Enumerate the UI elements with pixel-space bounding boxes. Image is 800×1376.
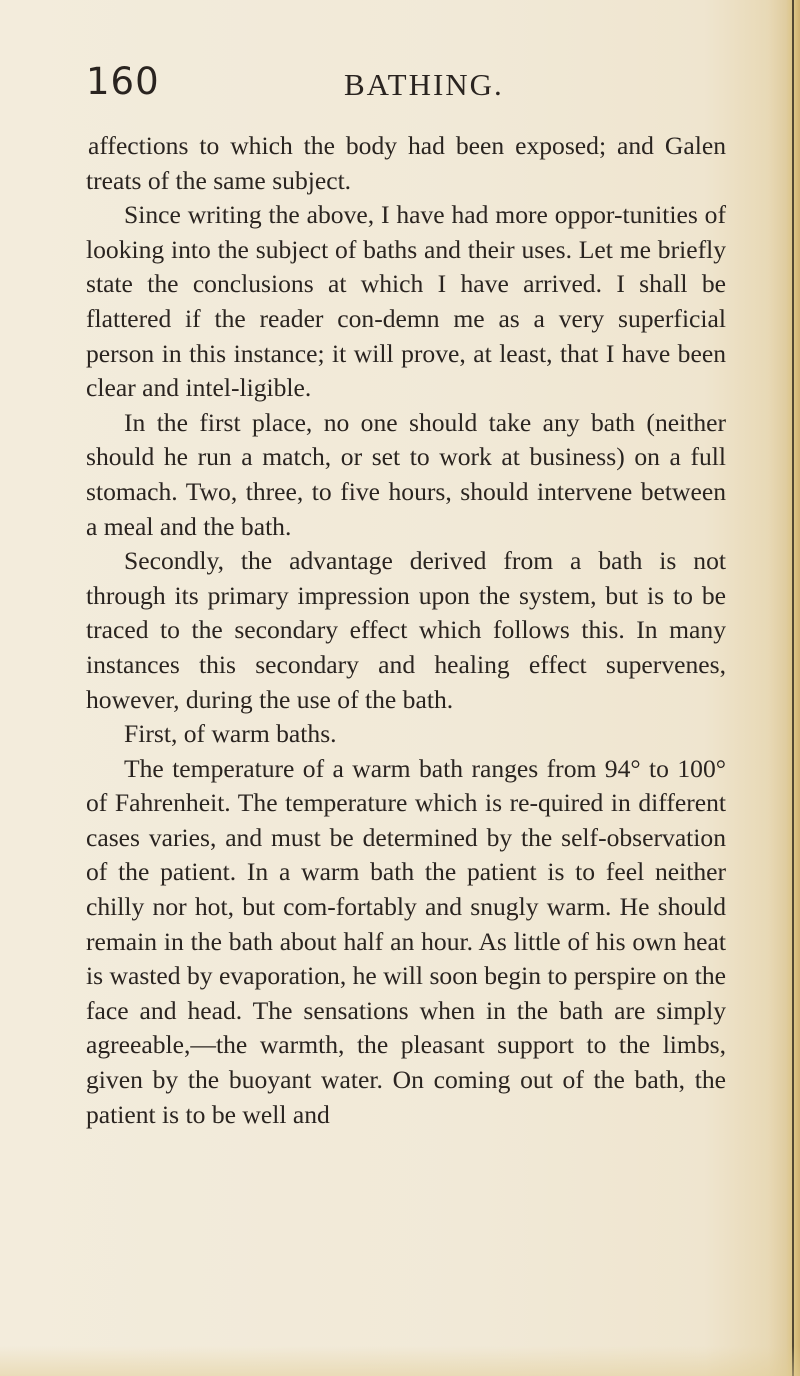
paragraph-since-writing: Since writing the above, I have had more oppor-tunities of looking into the subject of baths and their uses. Let me briefly state the conclusions at which I have arrived. I shall be flattered if the reader con-demn me as a very superficial person in this instance; it will prove, at least, that I have been clear and intel-ligible. (86, 200, 726, 403)
paragraph-first-place: In the first place, no one should take any bath (neither should he run a match, or set to work at business) on a full stomach. Two, three, to five hours, should intervene between a meal and the bath. (86, 407, 726, 541)
page-number: 160 (86, 60, 160, 103)
page-edge-line (792, 0, 794, 1376)
page-bottom-shade (0, 1346, 800, 1376)
paragraph-warm-baths-heading: First, of warm baths. (124, 719, 337, 749)
paragraph-secondly: Secondly, the advantage derived from a bath is not through its primary impression upon the system, but is to be traced to the secondary effect which follows this. In many instances this secondary and healing effect supervenes, however, during the use of the bath. (86, 546, 726, 714)
paragraph-continuation: affections to which the body had been exposed; and Galen treats of the same subject. (86, 131, 726, 195)
paragraph-temperature: The temperature of a warm bath ranges from 94° to 100° of Fahrenheit. The temperature which is re-quired in different cases varies, and must be determined by the self-observation of the patient. In a warm bath the patient is to feel neither chilly nor hot, but com-fortably and snugly warm. He should remain in the bath about half an hour. As little of his own heat is wasted by evaporation, he will soon begin to perspire on the face and head. The sensations when in the bath are simply agreeable,—the warmth, the pleasant support to the limbs, given by the buoyant water. On coming out of the bath, the patient is to be well and (86, 753, 726, 1129)
running-head: BATHING. (344, 67, 504, 102)
page-header (86, 60, 726, 108)
body-text (86, 129, 726, 1132)
